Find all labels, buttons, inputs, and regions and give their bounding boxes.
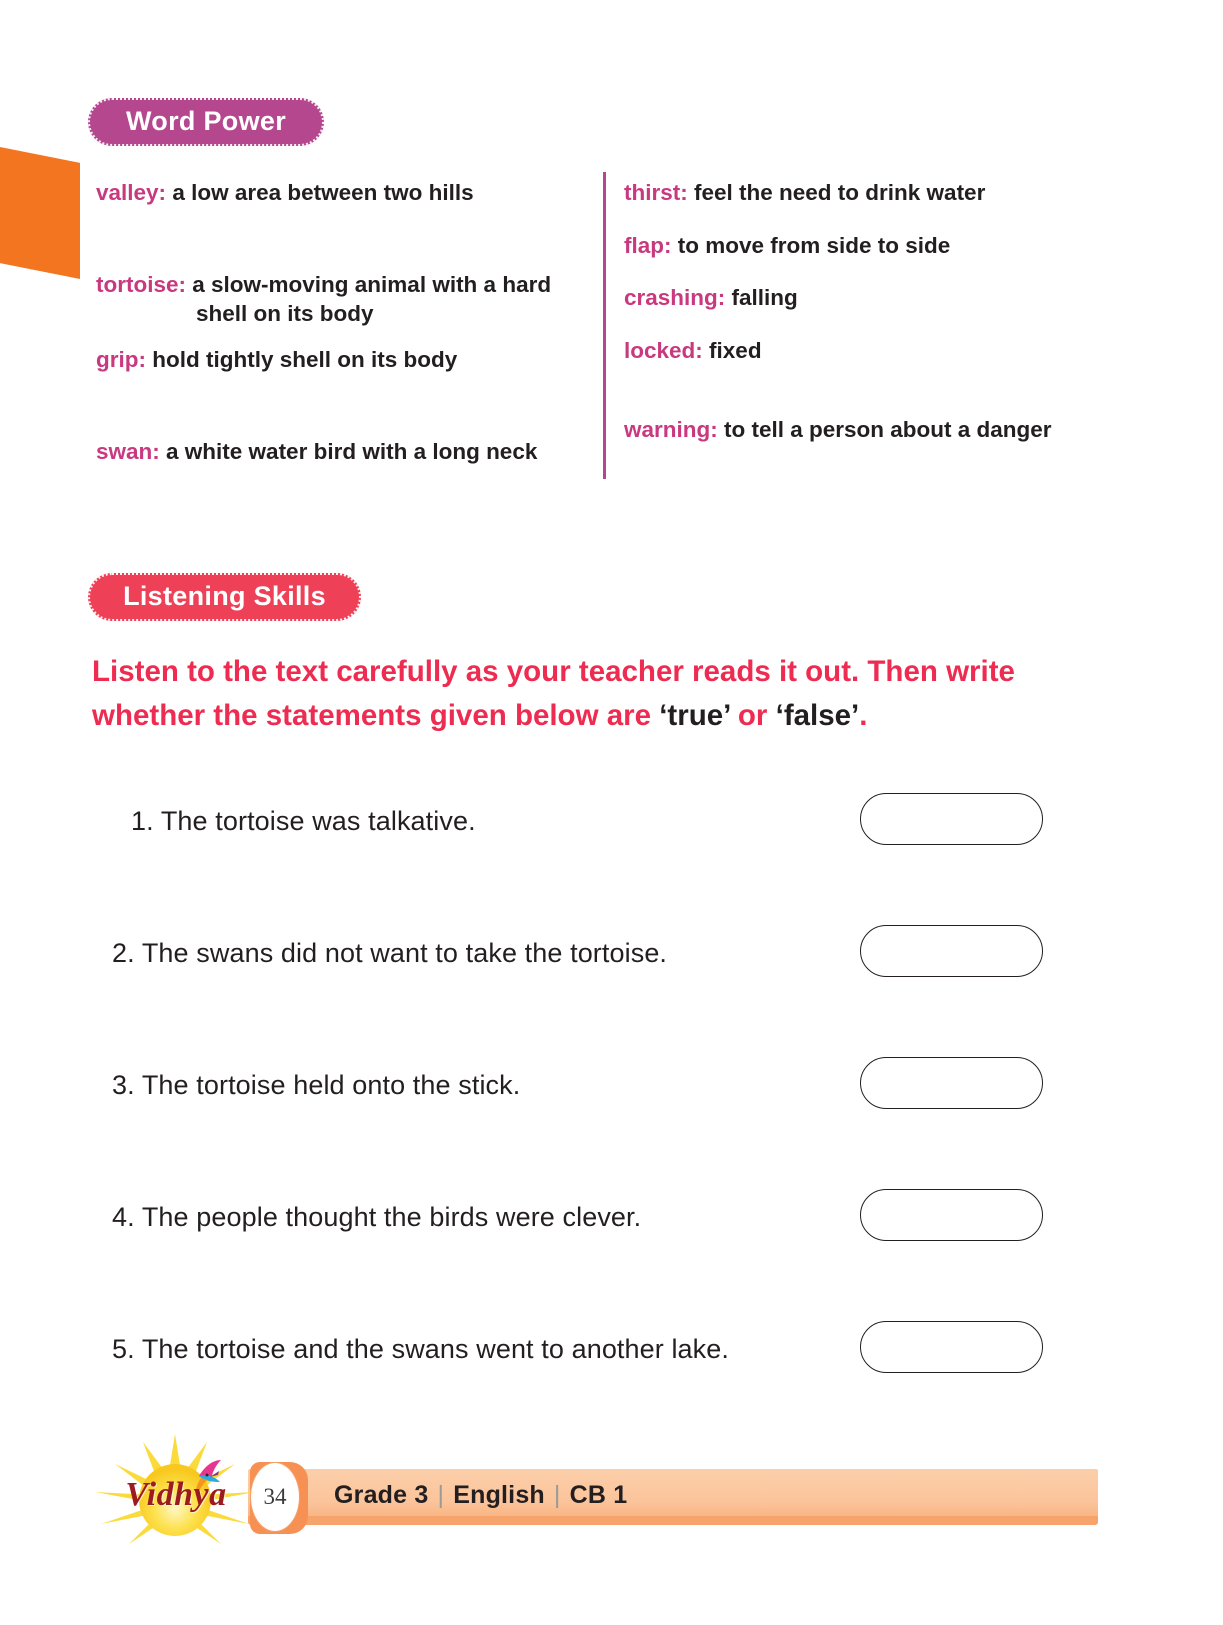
statement-text xyxy=(131,806,476,837)
statement-body: The tortoise was talkative. xyxy=(160,806,476,836)
word-term: tortoise: xyxy=(96,271,186,297)
word-term: locked: xyxy=(624,338,703,364)
word-entry-tortoise xyxy=(96,270,596,329)
statement-text xyxy=(112,1334,729,1365)
footer-meta-text xyxy=(334,1481,627,1510)
instruction-true-word: ‘true’ xyxy=(659,699,730,733)
word-definition: feel the need to drink water xyxy=(694,180,986,205)
instruction-or-word: or xyxy=(729,699,776,733)
statement-body: The swans did not want to take the tortoise. xyxy=(141,938,668,968)
listening-skills-badge-label: Listening Skills xyxy=(123,580,326,611)
statement-text xyxy=(112,1070,520,1101)
word-definition-continuation: shell on its body xyxy=(196,301,374,327)
statement-number: 3. xyxy=(112,1070,135,1100)
instruction-end: . xyxy=(859,699,868,733)
word-term: crashing: xyxy=(624,285,726,311)
word-term: thirst: xyxy=(624,180,688,205)
spacer xyxy=(96,329,596,345)
page-number-value: 34 xyxy=(263,1484,287,1509)
answer-input-1[interactable] xyxy=(860,793,1043,845)
listening-instruction xyxy=(92,650,1082,739)
statement-row-3 xyxy=(112,1057,1072,1189)
statement-number: 1. xyxy=(131,806,154,836)
statement-body: The tortoise held onto the stick. xyxy=(141,1070,521,1100)
footer-grade: Grade 3 xyxy=(334,1481,429,1509)
spacer xyxy=(624,208,1114,231)
word-power-right-column xyxy=(624,178,1114,444)
word-term: swan: xyxy=(96,438,160,464)
word-term: grip: xyxy=(96,347,146,373)
word-term: valley: xyxy=(96,180,167,205)
badge-inner-border xyxy=(88,98,324,146)
statement-number: 5. xyxy=(112,1334,135,1364)
statement-body: The people thought the birds were clever. xyxy=(141,1202,642,1232)
word-power-badge-label: Word Power xyxy=(125,105,287,136)
instruction-false-word: ‘false’ xyxy=(775,699,860,733)
footer-subject: English xyxy=(453,1481,545,1509)
spacer xyxy=(96,375,596,437)
footer-separator: | xyxy=(437,1481,445,1509)
word-definition: a slow-moving animal with a hard xyxy=(192,271,552,297)
answer-input-3[interactable] xyxy=(860,1057,1043,1109)
statement-text xyxy=(112,938,667,969)
spacer xyxy=(624,313,1114,336)
left-edge-orange-tab xyxy=(0,147,80,279)
word-entry-thirst xyxy=(624,178,1114,208)
spacer xyxy=(96,208,596,270)
word-definition: a white water bird with a long neck xyxy=(166,438,538,464)
footer-book: CB 1 xyxy=(569,1481,628,1509)
word-power-left-column xyxy=(96,178,596,466)
word-entry-warning xyxy=(624,415,1114,445)
statement-text xyxy=(112,1202,641,1233)
badge-inner-border xyxy=(88,573,361,621)
word-term: flap: xyxy=(624,232,672,258)
logo-wordmark: Vidhya xyxy=(125,1476,227,1513)
word-entry-crashing xyxy=(624,283,1114,313)
word-definition: falling xyxy=(731,285,798,311)
word-entry-swan xyxy=(96,437,596,467)
instruction-part1: Listen to the text carefully as your teacher reads it out. Then write whether the statements given below are xyxy=(92,655,1015,733)
statement-body: The tortoise and the swans went to another lake. xyxy=(141,1334,729,1364)
word-entry-locked xyxy=(624,336,1114,366)
word-entry-grip xyxy=(96,345,596,375)
word-definition: to tell a person about a danger xyxy=(724,416,1052,442)
word-entry-valley xyxy=(96,178,596,208)
statement-row-1 xyxy=(112,793,1072,925)
statement-row-2 xyxy=(112,925,1072,1057)
word-power-column-divider xyxy=(603,172,606,479)
word-term: warning: xyxy=(624,416,718,442)
statement-row-4 xyxy=(112,1189,1072,1321)
true-false-statements-list xyxy=(112,793,1072,1453)
answer-input-2[interactable] xyxy=(860,925,1043,977)
statement-number: 2. xyxy=(112,938,135,968)
vidhya-logo xyxy=(85,1428,265,1558)
answer-input-5[interactable] xyxy=(860,1321,1043,1373)
statement-number: 4. xyxy=(112,1202,135,1232)
word-definition: hold tightly shell on its body xyxy=(152,347,458,373)
section-badge-listening-skills xyxy=(88,573,361,621)
section-badge-word-power xyxy=(88,98,324,146)
word-definition: fixed xyxy=(709,338,762,364)
word-definition: to move from side to side xyxy=(677,232,951,258)
footer-banner-shadow xyxy=(248,1516,1098,1525)
spacer xyxy=(624,260,1114,283)
footer-separator: | xyxy=(553,1481,561,1509)
answer-input-4[interactable] xyxy=(860,1189,1043,1241)
spacer xyxy=(624,366,1114,415)
word-entry-flap xyxy=(624,231,1114,261)
word-definition: a low area between two hills xyxy=(172,180,474,205)
